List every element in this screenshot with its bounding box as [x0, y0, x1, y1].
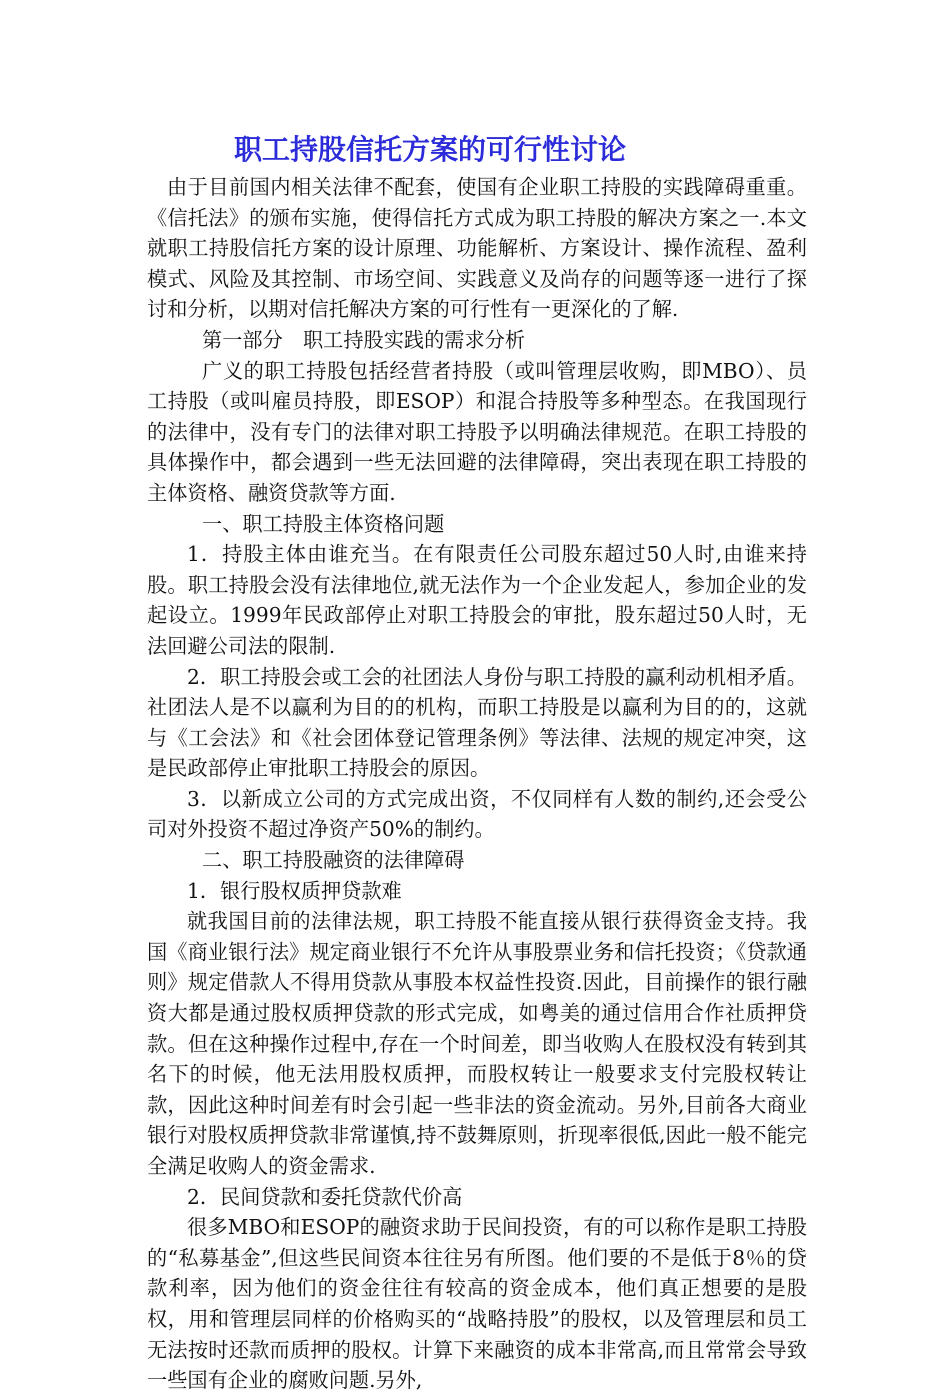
paragraph-item-3: 3．以新成立公司的方式完成出资，不仅同样有人数的制约,还会受公司对外投资不超过净资产50%的制约。: [147, 786, 807, 842]
item-heading-bank-loan: 1．银行股权质押贷款难: [187, 878, 402, 903]
subsection-heading-financing: 二、职工持股融资的法律障碍: [202, 848, 465, 873]
paragraph-bank-loan: 就我国目前的法律法规，职工持股不能直接从银行获得资金支持。我国《商业银行法》规定商业银行不允许从事股票业务和信托投资；《贷款通则》规定借款人不得用贷款从事股本权益性投资.因此，目前操作的银行融资大都是通过股权质押贷款的形式完成，如粤美的通过信用合作社质押贷款。但在这种操作过程中,存在一个时间差，即当收购人在股权没有转到其名下的时候，他无法用股权质押，而股权转让一般要求支付完股权转让款，因此这种时间差有时会引起一些非法的资金流动。另外,目前各大商业银行对股权质押贷款非常谨慎,持不鼓舞原则，折现率很低,因此一般不能完全满足收购人的资金需求.: [147, 909, 807, 1178]
paragraph-item-2: 2．职工持股会或工会的社团法人身份与职工持股的赢利动机相矛盾。社团法人是不以赢利为目的的机构，而职工持股是以赢利为目的的，这就与《工会法》和《社会团体登记管理条例》等法律、法规的规定冲突，这是民政部停止审批职工持股会的原因。: [147, 664, 807, 781]
document-body: [147, 172, 807, 1396]
document-title: 职工持股信托方案的可行性讨论: [233, 133, 626, 166]
paragraph-item-1: 1．持股主体由谁充当。在有限责任公司股东超过50人时,由谁来持股。职工持股会没有法律地位,就无法作为一个企业发起人，参加企业的发起设立。1999年民政部停止对职工持股会的审批，股东超过50人时，无法回避公司法的限制.: [147, 542, 807, 658]
subsection-heading-subject: 一、职工持股主体资格问题: [202, 511, 445, 536]
paragraph-private-loan: 很多MBO和ESOP的融资求助于民间投资，有的可以称作是职工持股的“私募基金”,但这些民间资本往往另有所图。他们要的不是低于8％的贷款利率，因为他们的资金往往有较高的资金成本，他们真正想要的是股权，用和管理层同样的价格购买的“战略持股”的股权，以及管理层和员工无法按时还款而质押的股权。计算下来融资的成本非常高,而且常常会导致一些国有企业的腐败问题.另外,: [147, 1215, 807, 1393]
paragraph-intro: 由于目前国内相关法律不配套，使国有企业职工持股的实践障碍重重。《信托法》的颁布实施，使得信托方式成为职工持股的解决方案之一.本文就职工持股信托方案的设计原理、功能解析、方案设计、操作流程、盈利模式、风险及其控制、市场空间、实践意义及尚存的问题等逐一进行了探讨和分析，以期对信托解决方案的可行性有一更深化的了解.: [147, 175, 807, 322]
section-heading-part-one: 第一部分 职工持股实践的需求分析: [202, 327, 526, 352]
item-heading-private-loan: 2．民间贷款和委托贷款代价高: [187, 1184, 463, 1209]
paragraph-definition: 广义的职工持股包括经营者持股（或叫管理层收购，即MBO）、员工持股（或叫雇员持股，即ESOP）和混合持股等多种型态。在我国现行的法律中，没有专门的法律对职工持股予以明确法律规范。在职工持股的具体操作中，都会遇到一些无法回避的法律障碍，突出表现在职工持股的主体资格、融资贷款等方面.: [147, 358, 807, 505]
